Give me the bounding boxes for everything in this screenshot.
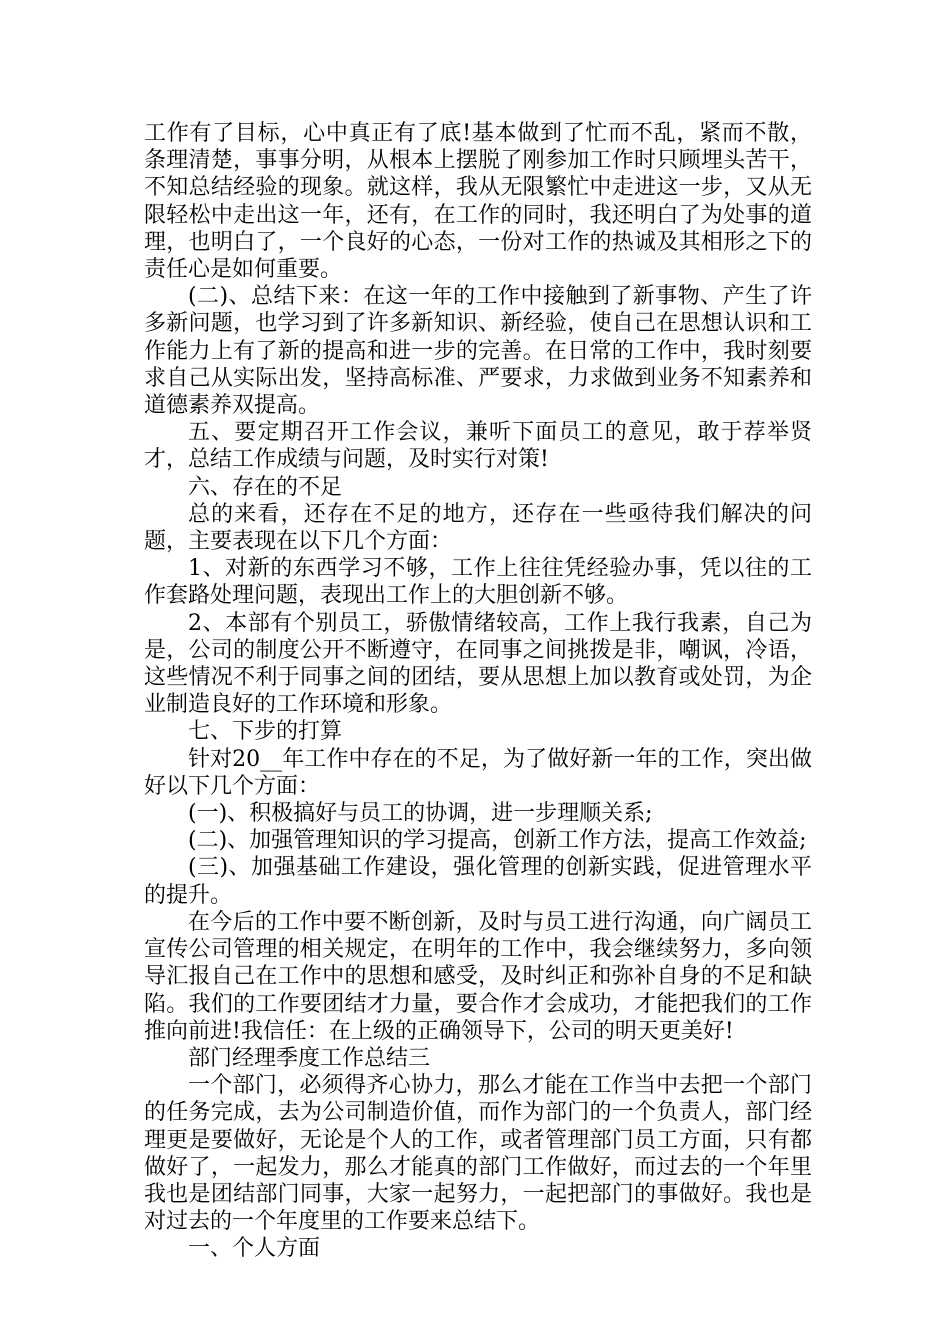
paragraph-shortcoming-1: 1、对新的东西学习不够，工作上往往凭经验办事，凭以往的工作套路处理问题，表现出工作上的大胆创新不够。 [144, 556, 812, 609]
paragraph-department-intro: 一个部门，必须得齐心协力，那么才能在工作当中去把一个部门的任务完成，去为公司制造价值，而作为部门的一个负责人，部门经理更是要做好，无论是个人的工作，或者管理部门员工方面，只有都做好了，一起发力，那么才能真的部门工作做好，而过去的一个年里我也是团结部门同事，大家一起努力，一起把部门的事做好。我也是对过去的一个年度里的工作要来总结下。 [144, 1073, 812, 1235]
paragraph-plan-1: (一)、积极搞好与员工的协调，进一步理顺关系; [188, 801, 653, 827]
document-section-title: 部门经理季度工作总结三 [188, 1045, 431, 1071]
document-page [144, 120, 812, 1263]
paragraph-summary: (二)、总结下来：在这一年的工作中接触到了新事物、产生了许多新问题，也学习到了许多新知识、新经验，使自己在思想认识和工作能力上有了新的提高和进一步的完善。在日常的工作中，我时刻要求自己从实际出发，坚持高标准、严要求，力求做到业务不知素养和道德素养双提高。 [144, 284, 812, 419]
paragraph-plan-2: (二)、加强管理知识的学习提高，创新工作方法，提高工作效益; [188, 828, 807, 854]
section-heading-shortcomings: 六、存在的不足 [188, 474, 343, 500]
paragraph-shortcoming-2: 2、本部有个别员工，骄傲情绪较高，工作上我行我素，自己为是，公司的制度公开不断遵守，在同事之间挑拨是非，嘲讽，冷语，这些情况不利于同事之间的团结，要从思想上加以教育或处罚，为企业制造良好的工作环境和形象。 [144, 610, 812, 718]
paragraph-continuation: 工作有了目标，心中真正有了底!基本做到了忙而不乱，紧而不散，条理清楚，事事分明，从根本上摆脱了刚参加工作时只顾埋头苦干，不知总结经验的现象。就这样，我从无限繁忙中走进这一步，又从无限轻松中走出这一年，还有，在工作的同时，我还明白了为处事的道理，也明白了，一个良好的心态，一份对工作的热诚及其相形之下的责任心是如何重要。 [144, 121, 812, 283]
section-heading-personal: 一、个人方面 [188, 1236, 321, 1262]
paragraph-shortcomings-intro: 总的来看，还存在不足的地方，还存在一些亟待我们解决的问题，主要表现在以下几个方面： [144, 501, 812, 555]
paragraph-next-steps-intro: 针对20__年工作中存在的不足，为了做好新一年的工作，突出做好以下几个方面： [144, 746, 812, 799]
paragraph-item-five: 五、要定期召开工作会议，兼听下面员工的意见，敢于荐举贤才，总结工作成绩与问题，及时实行对策! [144, 420, 812, 473]
section-heading-next-steps: 七、下步的打算 [188, 719, 343, 745]
paragraph-plan-3: (三)、加强基础工作建设，强化管理的创新实践，促进管理水平的提升。 [144, 855, 812, 908]
paragraph-closing: 在今后的工作中要不断创新，及时与员工进行沟通，向广阔员工宣传公司管理的相关规定，在明年的工作中，我会继续努力，多向领导汇报自己在工作中的思想和感受，及时纠正和弥补自身的不足和缺陷。我们的工作要团结才力量，要合作才会成功，才能把我们的工作推向前进!我信任：在上级的正确领导下，公司的明天更美好! [144, 909, 812, 1044]
